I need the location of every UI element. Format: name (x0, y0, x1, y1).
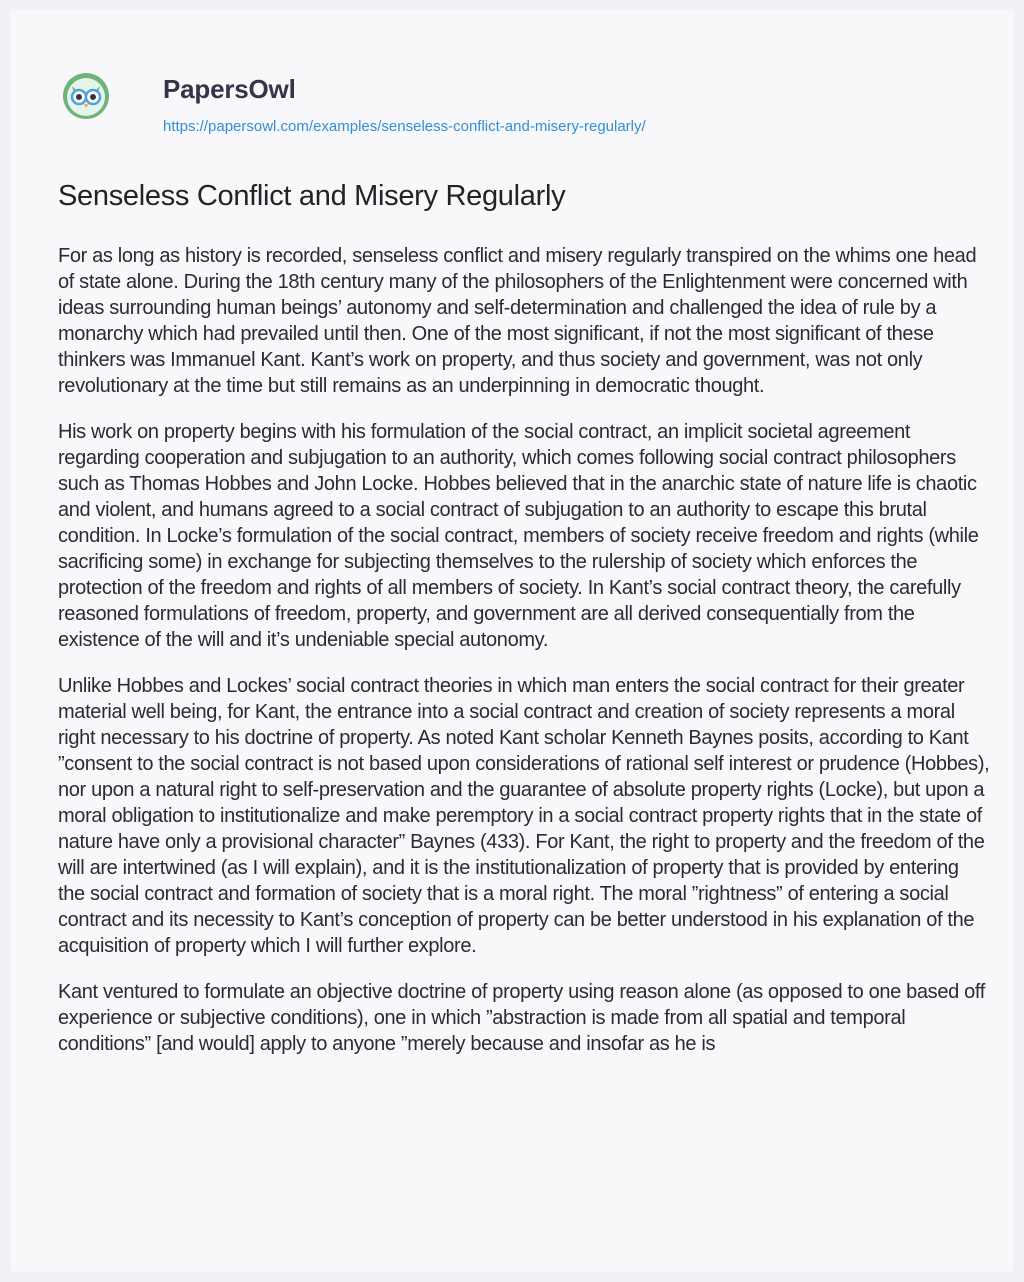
owl-logo-icon[interactable] (62, 72, 110, 120)
page-card (10, 10, 1014, 1272)
article-paragraph: His work on property begins with his formulation of the social contract, an implicit societal agreement regarding cooperation and subjugation to an authority, which comes following social contract philosophers such as Thomas Hobbes and John Locke. Hobbes believed that in the anarchic state of nature life is chaotic and violent, and humans agreed to a social contract of subjugation to an authority to escape this brutal condition. In Locke’s formulation of the social contract, members of society receive freedom and rights (while sacrificing some) in exchange for subjecting themselves to the rulership of society which enforces the protection of the freedom and rights of all members of society. In Kant’s social contract theory, the carefully reasoned formulations of freedom, property, and government are all derived consequentially from the existence of the will and it’s undeniable special autonomy. (58, 421, 979, 651)
article-paragraph: Kant ventured to formulate an objective doctrine of property using reason alone (as opposed to one based off experience or subjective conditions), one in which ”abstraction is made from all spatial and temporal conditions” [and would] apply to anyone ”merely because and insofar as he is (58, 981, 985, 1055)
owl-logo-svg (62, 72, 110, 120)
article-body (58, 243, 990, 1077)
article-title: Senseless Conflict and Misery Regularly (58, 180, 566, 212)
source-url-link[interactable]: https://papersowl.com/examples/senseless-conflict-and-misery-regularly/ (163, 118, 646, 135)
article-paragraph: Unlike Hobbes and Lockes’ social contract theories in which man enters the social contract for their greater material well being, for Kant, the entrance into a social contract and creation of society represents a moral right necessary to his doctrine of property. As noted Kant scholar Kenneth Baynes posits, according to Kant ”consent to the social contract is not based upon considerations of rational self interest or prudence (Hobbes), nor upon a natural right to self-preservation and the guarantee of absolute property rights (Locke), but upon a moral obligation to institutionalize and make peremptory in a social contract property rights that in the state of nature have only a provisional character” Baynes (433). For Kant, the right to property and the freedom of the will are intertwined (as I will explain), and it is the institutionalization of property that is provided by entering the social contract and formation of society that is a moral right. The moral ”rightness” of entering a social contract and its necessity to Kant’s conception of property can be better understood in his explanation of the acquisition of property which I will further explore. (58, 675, 990, 957)
article-paragraph: For as long as history is recorded, senseless conflict and misery regularly transpired on the whims one head of state alone. During the 18th century many of the philosophers of the Enlightenment were concerned with ideas surrounding human beings’ autonomy and self-determination and challenged the idea of rule by a monarchy which had prevailed until then. One of the most significant, if not the most significant of these thinkers was Immanuel Kant. Kant’s work on property, and thus society and government, was not only revolutionary at the time but still remains as an underpinning in democratic thought. (58, 245, 977, 397)
logo-left-pupil (76, 94, 82, 100)
brand-name[interactable]: PapersOwl (163, 74, 296, 104)
logo-right-pupil (90, 94, 96, 100)
